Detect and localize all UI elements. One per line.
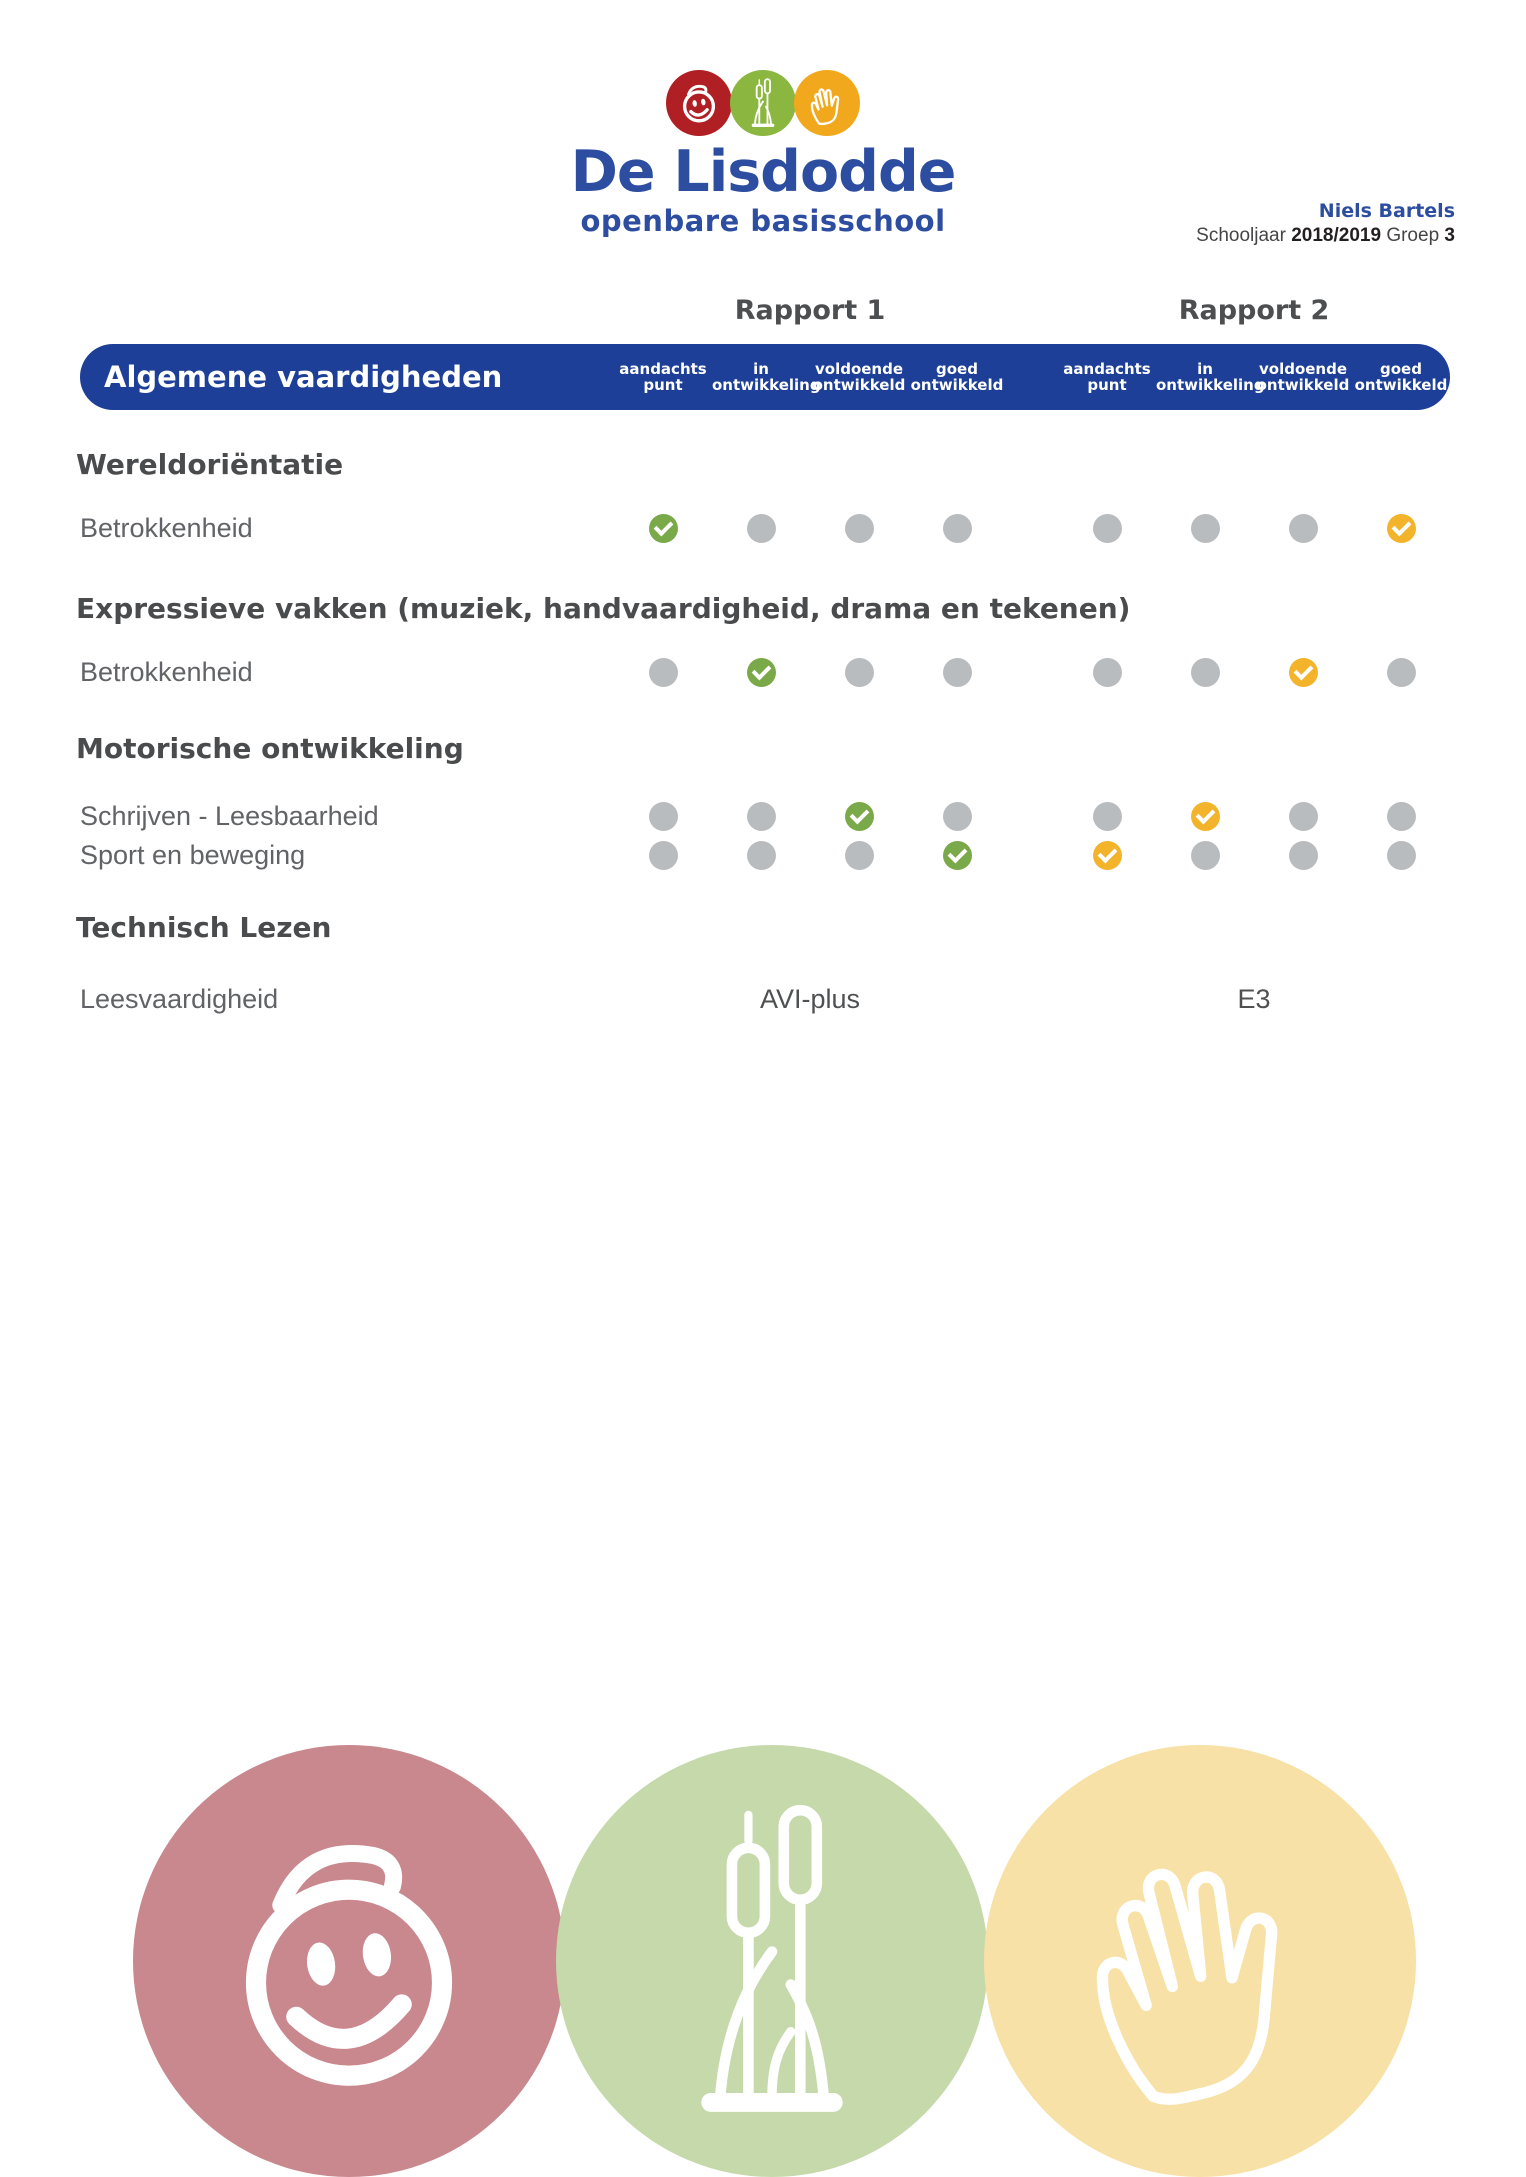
row-label: Betrokkenheid — [80, 513, 253, 543]
score-dot — [1387, 514, 1416, 543]
score-dot — [943, 514, 972, 543]
row-label: Betrokkenheid — [80, 657, 253, 687]
report-headings — [80, 290, 1526, 330]
score-dot — [747, 514, 776, 543]
score-dot — [1191, 658, 1220, 687]
rapport-2-heading: Rapport 2 — [1178, 294, 1330, 326]
score-dot — [845, 658, 874, 687]
column-header-r2-aandachtspunt: aandachts punt — [1063, 360, 1151, 394]
section-title-expressieve-vakken: Expressieve vakken (muziek, handvaardigheid, drama en tekenen) — [76, 592, 1131, 625]
score-dot — [1289, 841, 1318, 870]
table-row — [80, 980, 1526, 1019]
schoolyear-label: Schooljaar — [1196, 225, 1286, 246]
school-subtitle: openbare basisschool — [580, 204, 946, 238]
hand-icon — [794, 70, 860, 136]
score-dot — [943, 802, 972, 831]
score-dot — [1289, 802, 1318, 831]
column-header-r1-voldoende-ontwikkeld: voldoende ontwikkeld — [812, 360, 906, 394]
table-row — [80, 836, 1526, 875]
table-row — [80, 797, 1526, 836]
student-info — [1196, 200, 1455, 247]
score-dot — [747, 658, 776, 687]
student-name: Niels Bartels — [1318, 200, 1455, 222]
column-header-r1-in-ontwikkeling: in ontwikkeling — [712, 360, 821, 394]
column-header-r2-voldoende-ontwikkeld: voldoende ontwikkeld — [1256, 360, 1350, 394]
column-header-r2-goed-ontwikkeld: goed ontwikkeld — [1354, 360, 1448, 394]
watermark-hand-icon — [984, 1745, 1416, 2177]
score-dot — [747, 802, 776, 831]
score-dot — [649, 658, 678, 687]
score-dot — [1387, 658, 1416, 687]
score-dot — [943, 841, 972, 870]
cattail-icon — [730, 70, 796, 136]
section-title-motorische-ontwikkeling: Motorische ontwikkeling — [76, 732, 464, 765]
score-dot — [1191, 841, 1220, 870]
score-dot — [845, 841, 874, 870]
score-dot — [1191, 514, 1220, 543]
score-dot — [649, 802, 678, 831]
page-header — [0, 0, 1526, 246]
score-dot — [1093, 841, 1122, 870]
score-dot — [649, 841, 678, 870]
smiley-icon — [666, 70, 732, 136]
band-title: Algemene vaardigheden — [104, 360, 503, 394]
group-label: Groep — [1386, 225, 1440, 246]
school-name: De Lisdodde — [570, 139, 956, 205]
score-dot — [1289, 658, 1318, 687]
score-dot — [1191, 802, 1220, 831]
score-value-rapport-1: AVI-plus — [759, 984, 861, 1014]
score-dot — [1093, 514, 1122, 543]
watermark-smiley-icon — [133, 1745, 565, 2177]
row-label: Leesvaardigheid — [80, 984, 279, 1014]
score-dot — [845, 802, 874, 831]
section-title-technisch-lezen: Technisch Lezen — [76, 911, 332, 944]
category-band — [80, 344, 1450, 410]
score-dot — [1093, 658, 1122, 687]
score-dot — [747, 841, 776, 870]
school-logo — [453, 70, 1073, 238]
score-value-rapport-2: E3 — [1237, 984, 1271, 1014]
table-row — [80, 509, 1526, 548]
row-label: Sport en beweging — [80, 840, 306, 870]
rapport-1-heading: Rapport 1 — [734, 294, 886, 326]
column-header-r2-in-ontwikkeling: in ontwikkeling — [1156, 360, 1265, 394]
score-dot — [1093, 802, 1122, 831]
watermark-cattail-icon — [556, 1745, 988, 2177]
score-dot — [845, 514, 874, 543]
score-dot — [1387, 802, 1416, 831]
score-dot — [1387, 841, 1416, 870]
column-header-r1-goed-ontwikkeld: goed ontwikkeld — [910, 360, 1004, 394]
score-dot — [649, 514, 678, 543]
section-title-wereldorientatie: Wereldoriëntatie — [76, 448, 344, 481]
table-row — [80, 653, 1526, 692]
group-value: 3 — [1444, 225, 1455, 246]
schoolyear-value: 2018/2019 — [1291, 225, 1382, 246]
row-label: Schrijven - Leesbaarheid — [80, 801, 379, 831]
column-header-r1-aandachtspunt: aandachts punt — [619, 360, 707, 394]
student-meta — [1196, 225, 1455, 247]
logo-circles — [453, 70, 1073, 136]
score-dot — [943, 658, 972, 687]
score-dot — [1289, 514, 1318, 543]
